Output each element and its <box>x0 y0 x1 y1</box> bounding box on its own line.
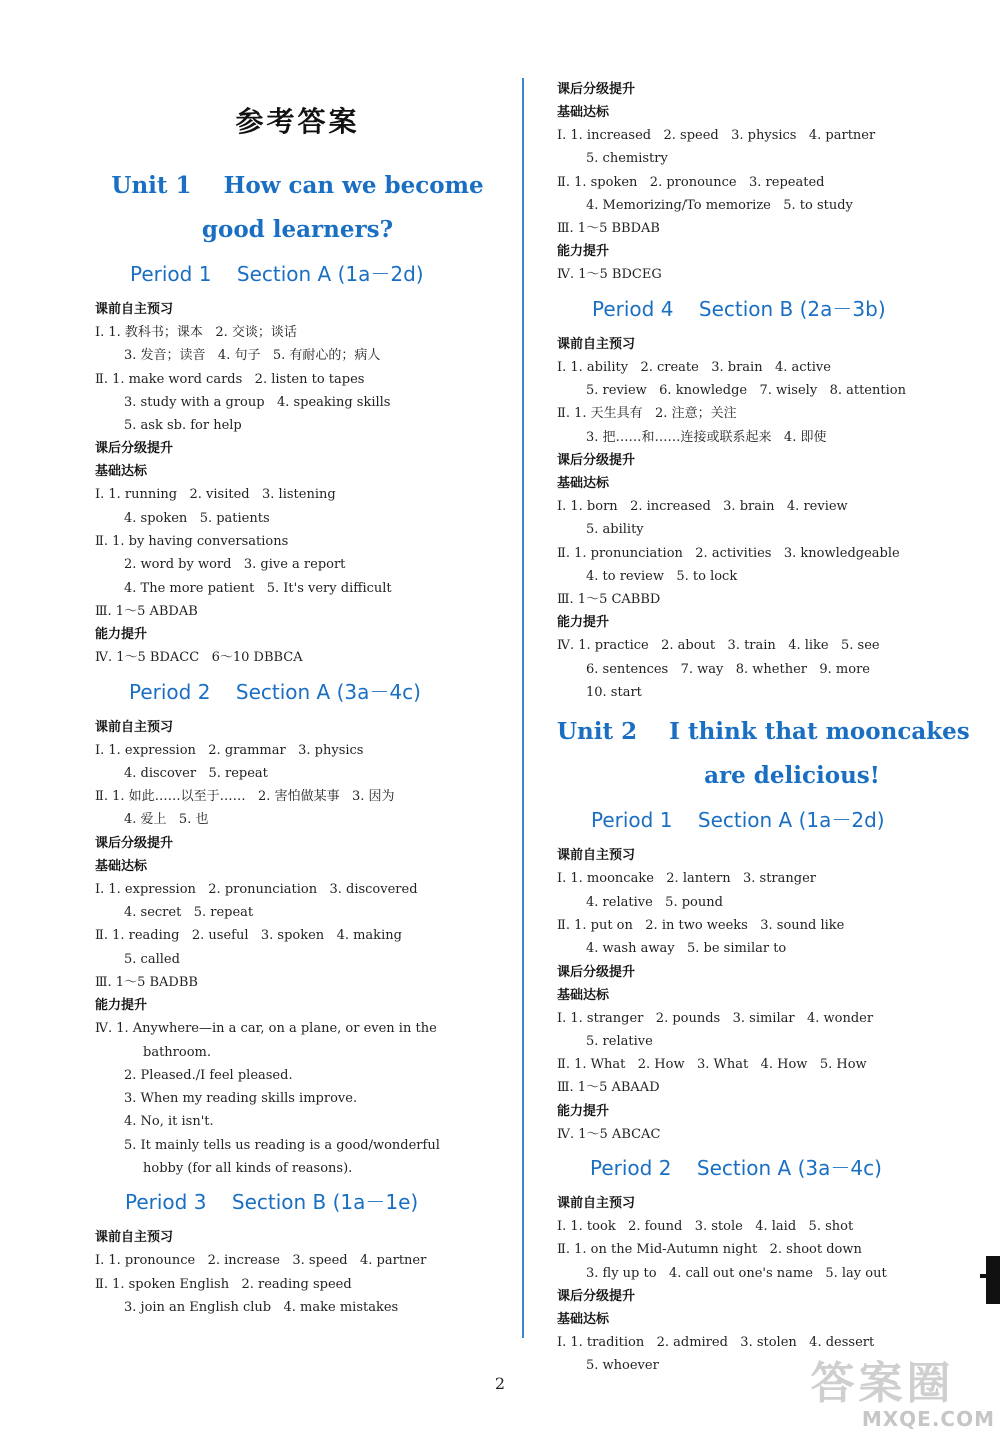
section-heading: 课前自主预习 <box>557 336 636 352</box>
page-edge-tab <box>986 1256 1000 1304</box>
right-column <box>557 78 970 1378</box>
section-heading: 课前自主预习 <box>557 1196 636 1212</box>
answer-line: 3. fly up to 4. call out one's name 5. lay out <box>586 1265 887 1281</box>
watermark-text: 答案圈 <box>810 1358 955 1409</box>
answer-line: 2. Pleased./I feel pleased. <box>124 1067 293 1083</box>
answer-line: Ⅱ. 1. 天生具有 2. 注意；关注 <box>557 406 737 422</box>
answer-line: 3. 发音；读音 4. 句子 5. 有耐心的；病人 <box>124 348 381 364</box>
answer-line: 4. to review 5. to lock <box>586 568 738 584</box>
section-heading: 基础达标 <box>95 858 148 874</box>
answer-line: Ⅳ. 1. practice 2. about 3. train 4. like 5. see <box>557 638 880 654</box>
section-heading: 课前自主预习 <box>557 848 636 864</box>
section-heading: 课后分级提升 <box>557 1288 636 1304</box>
answer-line: 3. When my reading skills improve. <box>124 1091 358 1107</box>
unit-1-title-line-1: Unit 1 How can we become <box>111 172 484 199</box>
section-heading: 课后分级提升 <box>557 82 636 97</box>
answer-line: Ⅲ. 1～5 ABDAB <box>95 603 198 619</box>
answer-line: 4. 爱上 5. 也 <box>124 812 209 828</box>
unit2-period1 <box>557 806 957 1146</box>
section-heading: 基础达标 <box>557 475 610 491</box>
answer-line: Ⅰ. 1. born 2. increased 3. brain 4. review <box>557 498 848 514</box>
unit-1-title-line-2: good learners? <box>201 216 394 243</box>
section-heading: 基础达标 <box>557 105 610 120</box>
answer-line: 5. ability <box>586 522 644 538</box>
answer-line: Ⅳ. 1～5 BDCEG <box>557 267 662 283</box>
answer-line: 3. 把……和……连接或联系起来 4. 即使 <box>586 429 827 445</box>
answer-line: Ⅱ. 1. reading 2. useful 3. spoken 4. making <box>95 928 402 944</box>
answer-line: Ⅱ. 1. What 2. How 3. What 4. How 5. How <box>557 1057 867 1073</box>
answer-line: 3. join an English club 4. make mistakes <box>124 1299 399 1315</box>
watermark-url: MXQE.COM <box>861 1407 995 1431</box>
answer-line: 5. ask sb. for help <box>124 418 242 434</box>
left-column <box>95 78 500 1319</box>
answer-line: Ⅰ. 1. 教科书；课本 2. 交谈；谈话 <box>95 325 297 340</box>
section-heading: 课前自主预习 <box>95 1230 174 1246</box>
answer-line: Ⅳ. 1～5 BDACC 6～10 DBBCA <box>95 650 303 666</box>
unit1-period1 <box>95 260 500 670</box>
answer-line: Ⅳ. 1～5 ABCAC <box>557 1126 661 1142</box>
answer-line: Ⅲ. 1～5 BBDAB <box>557 221 660 237</box>
section-heading: 课后分级提升 <box>557 964 636 980</box>
answer-line: Ⅰ. 1. ability 2. create 3. brain 4. active <box>557 359 831 375</box>
answer-line: 6. sentences 7. way 8. whether 9. more <box>586 661 870 677</box>
answer-line: 5. called <box>124 951 180 967</box>
answer-line: 5. relative <box>586 1033 653 1049</box>
answer-line: 5. It mainly tells us reading is a good/wonderful <box>124 1137 440 1153</box>
unit1-period3-cont <box>557 78 957 287</box>
answer-line: 4. secret 5. repeat <box>124 905 254 921</box>
section-heading: 能力提升 <box>95 627 148 643</box>
answer-line: Ⅱ. 1. pronunciation 2. activities 3. knowledgeable <box>557 545 900 561</box>
answer-line: Ⅱ. 1. on the Mid-Autumn night 2. shoot down <box>557 1242 862 1258</box>
section-heading: 基础达标 <box>557 1311 610 1327</box>
period-title: Period 3 Section B (1a－1e) <box>125 1190 419 1215</box>
answer-line: 4. No, it isn't. <box>124 1114 214 1130</box>
unit2-period2 <box>557 1154 957 1377</box>
answer-line: Ⅰ. 1. expression 2. grammar 3. physics <box>95 742 364 758</box>
answer-line: 4. relative 5. pound <box>586 894 723 910</box>
section-heading: 课后分级提升 <box>557 452 636 468</box>
unit1-period4 <box>557 295 957 705</box>
unit1-period2 <box>95 678 500 1181</box>
answer-line: 10. start <box>586 685 642 701</box>
section-heading: 基础达标 <box>95 464 148 480</box>
period-title: Period 2 Section A (3a－4c) <box>590 1156 882 1181</box>
section-heading: 课前自主预习 <box>95 302 174 317</box>
answer-line: Ⅳ. 1. Anywhere—in a car, on a plane, or even in the <box>95 1021 437 1037</box>
unit-2-title <box>557 710 970 798</box>
answer-line: bathroom. <box>143 1044 211 1060</box>
period-title: Period 1 Section A (1a－2d) <box>591 808 885 833</box>
section-heading: 能力提升 <box>557 244 610 260</box>
unit1-period3-start <box>95 1188 500 1319</box>
answer-line: Ⅱ. 1. 如此……以至于…… 2. 害怕做某事 3. 因为 <box>95 789 395 805</box>
section-heading: 能力提升 <box>557 615 610 631</box>
answer-line: Ⅰ. 1. pronounce 2. increase 3. speed 4. partner <box>95 1253 427 1269</box>
answer-line: hobby (for all kinds of reasons). <box>143 1161 353 1177</box>
answer-line: Ⅱ. 1. put on 2. in two weeks 3. sound like <box>557 917 845 933</box>
answer-line: 5. whoever <box>586 1358 659 1374</box>
period-title: Period 4 Section B (2a－3b) <box>592 296 886 321</box>
page-number: 2 <box>494 1374 506 1393</box>
answer-line: 5. chemistry <box>586 151 668 167</box>
section-heading: 课前自主预习 <box>95 719 174 735</box>
section-heading: 能力提升 <box>557 1103 610 1119</box>
answer-line: Ⅰ. 1. stranger 2. pounds 3. similar 4. wonder <box>557 1010 874 1026</box>
unit-2-title-line-1: Unit 2 I think that mooncakes <box>557 718 970 746</box>
answer-line: Ⅰ. 1. increased 2. speed 3. physics 4. partner <box>557 128 876 143</box>
page-title: 参考答案 <box>235 105 360 138</box>
answer-line: 4. Memorizing/To memorize 5. to study <box>586 197 853 213</box>
answer-line: Ⅰ. 1. took 2. found 3. stole 4. laid 5. shot <box>557 1219 854 1235</box>
answer-line: 4. discover 5. repeat <box>124 765 268 781</box>
answer-line: 5. review 6. knowledge 7. wisely 8. attention <box>586 383 906 399</box>
answer-line: Ⅰ. 1. running 2. visited 3. listening <box>95 487 336 503</box>
answer-line: Ⅲ. 1～5 BADBB <box>95 974 198 990</box>
answer-line: Ⅱ. 1. by having conversations <box>95 534 289 550</box>
answer-line: Ⅰ. 1. expression 2. pronunciation 3. discovered <box>95 881 418 897</box>
answer-line: Ⅱ. 1. spoken 2. pronounce 3. repeated <box>557 174 825 190</box>
answer-line: 2. word by word 3. give a report <box>124 557 346 573</box>
period-title: Period 2 Section A (3a－4c) <box>129 679 421 704</box>
period-title: Period 1 Section A (1a－2d) <box>130 262 424 286</box>
unit-2-title-line-2: are delicious! <box>704 762 880 790</box>
answer-line: Ⅰ. 1. mooncake 2. lantern 3. stranger <box>557 871 817 887</box>
section-heading: 课后分级提升 <box>95 441 174 457</box>
answer-line: Ⅲ. 1～5 ABAAD <box>557 1080 660 1096</box>
unit-1-title <box>95 164 500 252</box>
column-divider <box>522 78 524 1338</box>
section-heading: 基础达标 <box>557 987 610 1003</box>
section-heading: 课后分级提升 <box>95 835 174 851</box>
answer-line: Ⅱ. 1. spoken English 2. reading speed <box>95 1276 352 1292</box>
watermark <box>770 1360 995 1435</box>
answer-line: Ⅲ. 1～5 CABBD <box>557 592 661 608</box>
section-heading: 能力提升 <box>95 998 148 1014</box>
answer-line: 4. spoken 5. patients <box>124 510 270 526</box>
answer-line: Ⅰ. 1. tradition 2. admired 3. stolen 4. dessert <box>557 1334 875 1350</box>
answer-line: 4. wash away 5. be similar to <box>586 941 787 957</box>
answer-line: Ⅱ. 1. make word cards 2. listen to tapes <box>95 371 365 387</box>
answer-line: 4. The more patient 5. It's very difficult <box>124 580 392 596</box>
answer-line: 3. study with a group 4. speaking skills <box>124 394 391 410</box>
